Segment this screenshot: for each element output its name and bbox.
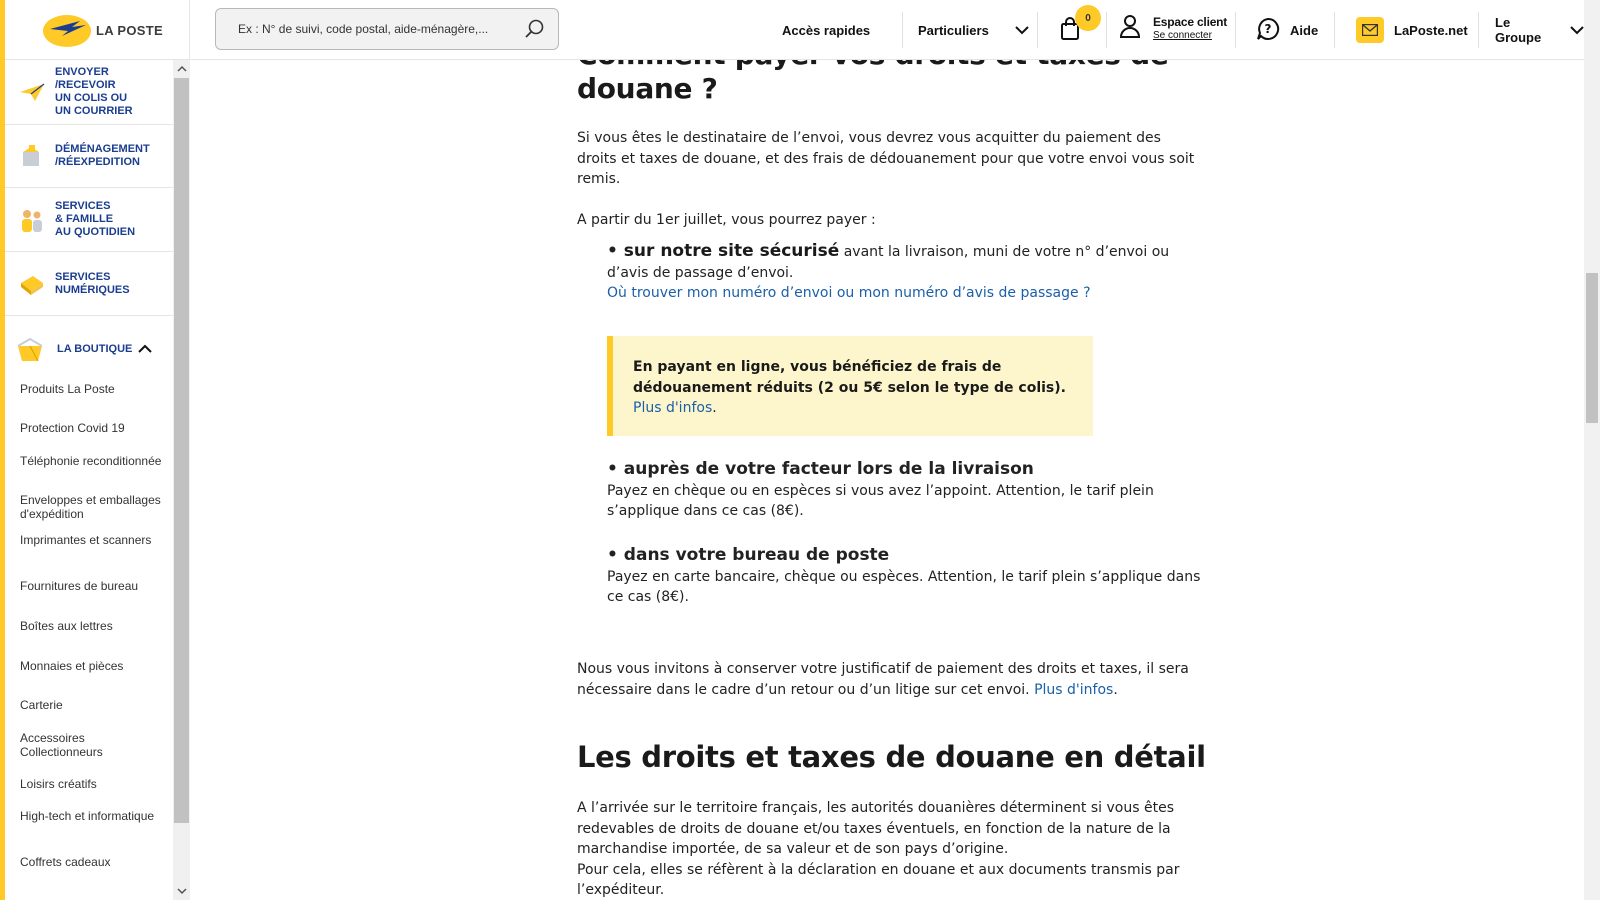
digital-services-icon [19,271,45,297]
more-info-link[interactable]: Plus d'infos [1034,681,1114,698]
le-groupe-label: Le Groupe [1495,15,1542,45]
section-heading: douane ? [577,72,718,105]
shop-basket-icon [15,334,45,364]
boutique-item[interactable]: Loisirs créatifs [20,777,97,791]
account-link[interactable] [1119,14,1227,43]
boutique-item[interactable]: Imprimantes et scanners [20,533,152,547]
bullet-title: auprès de votre facteur lors de la livraison [623,459,1034,479]
nav-divider [1037,12,1038,48]
boutique-label: LA BOUTIQUE [57,343,133,355]
laposte-net-label: LaPoste.net [1394,22,1468,38]
bullet-text: Payez en chèque ou en espèces si vous avez l’appoint. Attention, le tarif plein s’applique dans ce cas (8€). [607,482,1154,519]
particuliers-dropdown[interactable] [918,0,1029,60]
boutique-item[interactable]: Fournitures de bureau [20,579,139,593]
nav-divider [1478,12,1479,48]
nav-divider [902,12,903,48]
page-scrollbar[interactable] [1584,0,1600,900]
detail-paragraph [577,798,1202,901]
boutique-item[interactable]: High-tech et informatique [20,809,155,823]
chevron-down-icon [1015,23,1029,38]
sidebar-item-envoyer[interactable] [5,60,173,125]
info-note: En payant en ligne, vous bénéficiez de frais de dédouanement réduits (2 ou 5€ selon le type de colis). Plus d'infos. [607,336,1093,436]
keep-text: Nous vous invitons à conserver votre justificatif de paiement des droits et taxes, il sera nécessaire dans le cadre d’un retour ou d’un litige sur cet envoi. [577,661,1189,698]
boutique-item[interactable]: Protection Covid 19 [20,421,125,435]
from-july-paragraph: A partir du 1er juillet, vous pourrez payer : [577,212,876,228]
la-poste-logo-icon [42,12,92,48]
sidebar-item-label: DÉMÉNAGEMENT /RÉEXPEDITION [55,143,150,168]
particuliers-label: Particuliers [918,22,989,38]
sidebar-item-label: SERVICES & FAMILLE AU QUOTIDIEN [55,200,136,238]
sidebar-item-label: SERVICES NUMÉRIQUES [55,270,130,296]
sidebar-item-demenagement[interactable] [5,125,173,188]
logo-text: LA POSTE [96,22,163,38]
boutique-item[interactable]: Coffrets cadeaux [20,855,111,869]
login-link[interactable]: Se connecter [1153,29,1212,41]
more-info-link[interactable]: Plus d'infos [633,400,713,416]
bullet-facteur: • auprès de votre facteur lors de la livraison Payez en chèque ou en espèces si vous avez l’appoint. Attention, le tarif plein s’applique dans ce cas (8€). [607,459,1154,519]
boutique-item[interactable]: Produits La Poste [20,382,115,396]
family-icon [19,207,45,233]
bullet-online: • sur notre site sécurisé avant la livraison, muni de votre n° d’envoi ou d’avis de passage d’envoi. Où trouver mon numéro d’envoi ou mon numéro d’avis de passage ? [607,241,1170,301]
boutique-item[interactable]: Accessoires Collectionneurs [20,731,103,759]
paper-plane-icon [19,79,45,105]
keep-receipt-paragraph: Nous vous invitons à conserver votre justificatif de paiement des droits et taxes, il sera nécessaire dans le cadre d’un retour ou d’un litige sur cet envoi. Plus d'infos. [577,661,1189,698]
nav-divider [1235,12,1236,48]
search-input[interactable] [238,22,524,36]
boutique-item[interactable]: Monnaies et pièces [20,659,124,673]
chevron-up-icon[interactable] [138,340,152,358]
bullet-text: avant la livraison, muni de votre n° d’envoi ou d’avis de passage d’envoi. [607,244,1170,281]
cart-count-badge: 0 [1075,5,1101,31]
moving-box-icon [19,143,45,169]
scroll-down-arrow-icon[interactable] [175,885,188,898]
boutique-item[interactable]: Carterie [20,698,63,712]
chevron-down-icon [1570,23,1584,38]
sidebar-item-boutique[interactable] [5,316,173,382]
intro-paragraph: Si vous êtes le destinataire de l’envoi, vous devrez vous acquitter du paiement des droits et taxes de douane, et des frais de dédouanement pour que votre envoi vous soit remis. [577,130,1195,187]
boutique-item[interactable]: Enveloppes et emballages d'expédition [20,493,161,521]
sidebar-menu [5,60,173,900]
search-bar[interactable] [215,8,559,50]
svg-text:?: ? [1264,21,1272,36]
laposte-net-link[interactable] [1356,0,1468,60]
brand-stripe [0,0,5,900]
bullet-title: sur notre site sécurisé [623,241,840,261]
detail-heading: Les droits et taxes de douane en détail [577,740,1206,774]
bullet-bureau: • dans votre bureau de poste Payez en carte bancaire, chèque ou espèces. Attention, le tarif plein s’applique dans ce cas (8€). [607,545,1201,605]
sidebar-item-services-numeriques[interactable] [5,252,173,316]
note-text: En payant en ligne, vous bénéficiez de frais de dédouanement réduits (2 ou 5€ selon le type de colis). [633,359,1066,396]
le-groupe-dropdown[interactable] [1495,0,1584,60]
sidebar-item-services-famille[interactable] [5,188,173,252]
detail-text-2: Pour cela, elles se réfèrent à la déclaration en douane et aux documents transmis par l’expéditeur. [577,861,1180,898]
help-bubble-icon [1256,17,1280,44]
bullet-text: Payez en carte bancaire, chèque ou espèces. Attention, le tarif plein s’applique dans ce cas (8€). [607,568,1201,605]
quick-access-link[interactable]: Accès rapides [782,22,871,38]
site-header [0,0,1584,60]
nav-divider [1106,12,1107,48]
scroll-up-arrow-icon[interactable] [175,62,188,75]
help-link[interactable] [1256,0,1318,60]
mail-icon [1356,17,1384,43]
nav-divider [1334,12,1335,48]
page-scrollbar-thumb[interactable] [1586,273,1598,423]
sidebar-scrollbar-thumb[interactable] [174,78,189,823]
boutique-item[interactable]: Téléphonie reconditionnée [20,454,162,468]
help-label: Aide [1290,22,1319,38]
sidebar-item-label: ENVOYER /RECEVOIR UN COLIS OU UN COURRIER [55,66,133,117]
find-tracking-number-link[interactable]: Où trouver mon numéro d’envoi ou mon numéro d’avis de passage ? [607,285,1091,301]
bullet-title: dans votre bureau de poste [623,545,890,565]
user-icon [1119,14,1141,43]
detail-text-1: A l’arrivée sur le territoire français, les autorités douanières déterminent si vous êtes redevables de droits de douane et/ou taxes éventuels, en fonction de la nature de la marchandise importée, de sa valeur et de son pays d’origine. [577,800,1174,857]
logo[interactable] [5,0,190,60]
account-label: Espace client [1153,14,1228,29]
search-icon[interactable] [524,18,546,40]
boutique-item[interactable]: Boîtes aux lettres [20,619,113,633]
